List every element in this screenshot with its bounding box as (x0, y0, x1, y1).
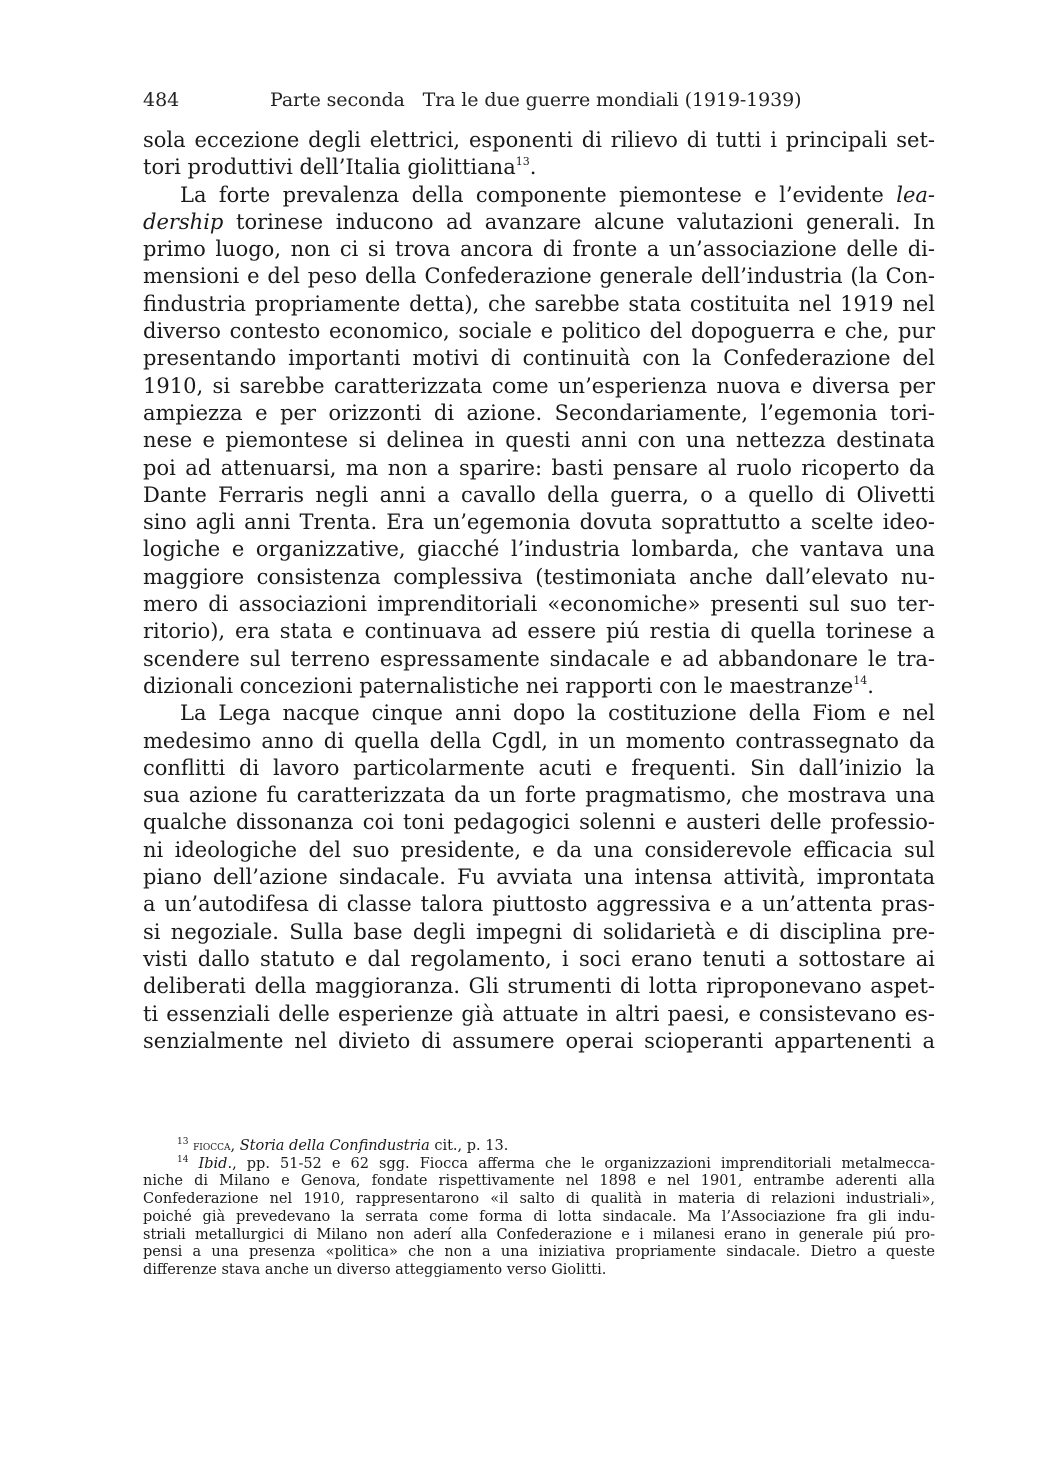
text-line: si negoziale. Sulla base degli impegni di solidarietà e di disciplina pre- (143, 919, 935, 944)
text-line: a un’autodifesa di classe talora piuttosto aggressiva e a un’attenta pras- (143, 892, 935, 917)
text-line: conflitti di lavoro particolarmente acuti e frequenti. Sin dall’inizio la (143, 755, 935, 780)
footnote-line: niche di Milano e Genova, fondate rispettivamente nel 1898 e nel 1901, entrambe aderenti alla (143, 1173, 935, 1190)
text-line: 1910, si sarebbe caratterizzata come un’esperienza nuova e diversa per (143, 373, 935, 398)
footnote-ref-13[interactable]: 13 (515, 155, 530, 169)
text-line: maggiore consistenza complessiva (testimoniata anche dall’elevato nu- (143, 564, 935, 589)
footnote-13: $^{13}$ fiocca, Storia della Confindustria cit., p. 13. (177, 1137, 509, 1154)
text-line: presentando importanti motivi di continuità con la Confederazione del (143, 346, 935, 371)
footnote-text: ., pp. 51-52 e 62 sgg. Fiocca afferma che le organizzazioni imprenditoriali metalmecca- (227, 1155, 936, 1172)
footnote-number: 14 (177, 1154, 189, 1165)
text-line (143, 673, 935, 700)
text-line: La forte prevalenza della componente piemontese e l’evidente lea- (180, 182, 935, 207)
text-line: ti essenziali delle esperienze già attuate in altri paesi, e consistevano es- (143, 1001, 935, 1026)
text-line: primo luogo, non ci si trova ancora di fronte a un’associazione delle di- (143, 237, 935, 262)
footnote-line: Confederazione nel 1910, rappresentarono «il salto di qualità in materia di relazioni industriali», (143, 1191, 935, 1208)
text-fragment: dizionali concezioni paternalistiche nei rapporti con le maestranze (143, 673, 854, 698)
text-line: ni ideologiche del suo presidente, e da una considerevole efficacia sul (143, 837, 935, 862)
footnote-line: striali metallurgici di Milano non aderí alla Confederazione e i milanesi erano in generale piú pro- (143, 1226, 935, 1243)
text-fragment: tori produttivi dell’Italia giolittiana (143, 155, 516, 180)
text-line (143, 154, 935, 181)
text-line: visti dallo statuto e dal regolamento, i soci erano tenuti a sottostare ai (143, 946, 935, 971)
text-line: sino agli anni Trenta. Era un’egemonia dovuta soprattutto a scelte ideo- (143, 510, 935, 535)
text-line: diverso contesto economico, sociale e politico del dopoguerra e che, pur (143, 319, 935, 344)
text-line: ampiezza e per orizzonti di azione. Secondariamente, l’egemonia tori- (143, 400, 935, 425)
text-line: deliberati della maggioranza. Gli strumenti di lotta riproponevano aspet- (143, 974, 935, 999)
text-line: mero di associazioni imprenditoriali «economiche» presenti sul suo ter- (143, 592, 935, 617)
text-line: medesimo anno di quella della Cgdl, in un momento contrassegnato da (143, 728, 935, 753)
footnote-line: pensi a una presenza «politica» che non a una iniziativa propriamente sindacale. Dietro a queste (143, 1244, 935, 1261)
text-line: findustria propriamente detta), che sarebbe stata costituita nel 1919 nel (143, 291, 935, 316)
text-line: sola eccezione degli elettrici, esponenti di rilievo di tutti i principali set- (143, 128, 935, 152)
page-number: 484 (143, 89, 180, 111)
text-fragment: . (529, 155, 537, 180)
footnote-ibid: Ibid (198, 1155, 228, 1172)
footnote-number: 13 (177, 1137, 189, 1147)
text-line: ritorio), era stata e continuava ad essere piú restia di quella torinese a (143, 619, 935, 644)
footnotes (143, 1138, 935, 1280)
text-line: mensioni e del peso della Confederazione generale dell’industria (la Con- (143, 264, 935, 289)
footnote-ref-14[interactable]: 14 (853, 673, 868, 687)
italic-word: lea- (896, 182, 935, 207)
text-line: nese e piemontese si delinea in questi anni con una nettezza destinata (143, 428, 935, 453)
footnote-text: cit., p. 13. (429, 1138, 509, 1154)
text-line: poi ad attenuarsi, ma non a sparire: basti pensare al ruolo ricoperto da (143, 455, 935, 480)
text-fragment: . (867, 673, 874, 698)
footnote-line (143, 1156, 935, 1174)
footnote-14 (143, 1156, 935, 1280)
footnote-line: poiché già prevedevano la serrata come forma di lotta sindacale. Ma l’Associazione fra gli indu- (143, 1208, 935, 1225)
text-line: qualche dissonanza coi toni pedagogici solenni e austeri delle professio- (143, 810, 935, 835)
text-line: senzialmente nel divieto di assumere operai scioperanti appartenenti a (143, 1028, 935, 1053)
text-line: dership torinese inducono ad avanzare alcune valutazioni generali. In (143, 209, 935, 234)
running-head (143, 86, 943, 114)
text-line: Dante Ferraris negli anni a cavallo della guerra, o a quello di Olivetti (143, 482, 935, 507)
text-line: sua azione fu caratterizzata da un forte pragmatismo, che mostrava una (143, 783, 935, 808)
italic-word: dership (143, 209, 224, 234)
footnote-line: differenze stava anche un diverso atteggiamento verso Giolitti. (143, 1261, 607, 1278)
running-title: Parte seconda Tra le due guerre mondiali (1919-1939) (270, 89, 802, 111)
text-line: scendere sul terreno espressamente sindacale e ad abbandonare le tra- (143, 646, 935, 671)
text-line: logiche e organizzative, giacché l’industria lombarda, che vantava una (143, 537, 935, 562)
body-text (143, 127, 935, 1055)
footnote-author: fiocca (193, 1139, 231, 1154)
footnote-title: Storia della Confindustria (239, 1138, 430, 1154)
text-line: piano dell’azione sindacale. Fu avviata una intensa attività, improntata (143, 865, 935, 890)
text-line: La Lega nacque cinque anni dopo la costituzione della Fiom e nel (180, 701, 935, 726)
